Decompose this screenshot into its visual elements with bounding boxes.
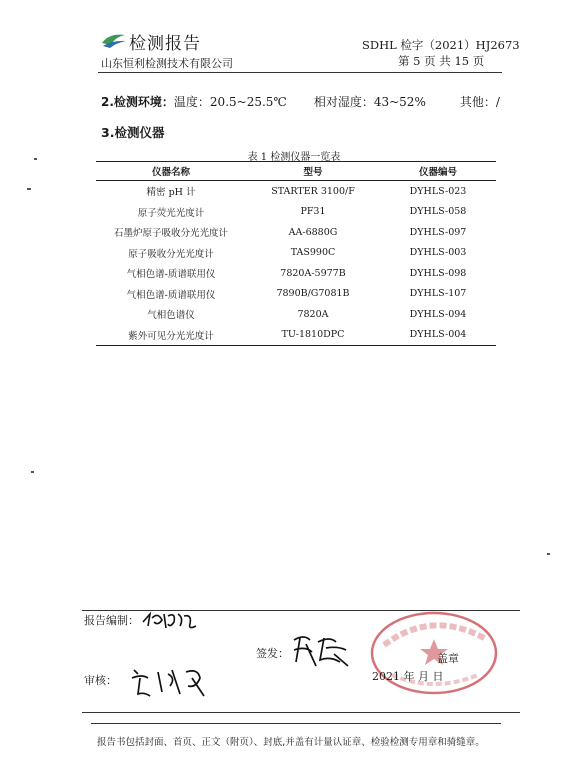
- instrument-model: 7890B/G7081B: [276, 288, 350, 300]
- company-logo-icon: [101, 31, 127, 49]
- instrument-id: DYHLS-107: [409, 288, 467, 300]
- compiler-label: 报告编制：: [84, 614, 139, 627]
- seal-label: 盖章: [437, 652, 459, 665]
- report-number: SDHL 检字（2021）HJ2673: [362, 38, 520, 52]
- scan-speck: [34, 158, 37, 160]
- column-header-name: 仪器名称: [96, 162, 246, 181]
- instrument-model: PF31: [300, 206, 326, 218]
- instrument-model: TAS990C: [290, 247, 336, 259]
- instrument-name: 精密 pH 计: [146, 187, 196, 199]
- instrument-id: DYHLS-023: [409, 185, 467, 197]
- table-row: [96, 263, 496, 284]
- instrument-model: 7820A-5977B: [280, 267, 346, 279]
- issue-date: 2021 年 月 日: [372, 670, 444, 683]
- page-info: 第 5 页 共 15 页: [398, 54, 485, 68]
- footer-rule: [91, 723, 501, 724]
- scan-speck: [547, 553, 550, 555]
- instrument-name: 原子荧光光度计: [137, 207, 205, 219]
- table-row: [96, 181, 496, 202]
- instrument-name: 气相色谱仪: [147, 310, 195, 322]
- instrument-name: 原子吸收分光光度计: [128, 248, 214, 260]
- issuer-signature: [290, 632, 352, 670]
- compiler-signature: [140, 608, 200, 632]
- issuer-label: 签发：: [256, 647, 289, 660]
- table-header-row: [96, 162, 496, 181]
- instrument-id: DYHLS-058: [409, 206, 467, 218]
- other-value: 其他：/: [459, 95, 500, 109]
- instrument-name: 石墨炉原子吸收分光光度计: [113, 228, 228, 240]
- instrument-model: AA-6880G: [288, 226, 338, 238]
- scan-speck: [31, 471, 34, 473]
- instrument-id: DYHLS-097: [409, 226, 467, 238]
- company-name: 山东恒利检测技术有限公司: [101, 57, 233, 70]
- table-row: [96, 202, 496, 223]
- signature-bottom-rule: [82, 712, 520, 713]
- table-row: [96, 325, 496, 346]
- official-seal-stamp: [362, 605, 502, 699]
- table-caption: 表 1 检测仪器一览表: [247, 152, 341, 163]
- reviewer-signature: [128, 664, 210, 700]
- instruments-table: [96, 161, 496, 346]
- column-header-id: 仪器编号: [380, 162, 496, 181]
- instrument-id: DYHLS-098: [409, 267, 467, 279]
- footer-note: 报告书包括封面、首页、正文（附页）、封底,并盖有计量认证章、检验检测专用章和骑缝章。: [97, 737, 485, 748]
- temperature-value: 温度：20.5~25.5℃: [173, 95, 287, 109]
- report-title: 检测报告: [129, 34, 201, 54]
- column-header-model: 型号: [246, 162, 380, 181]
- table-row: [96, 304, 496, 325]
- instrument-name: 紫外可见分光光度计: [96, 325, 246, 346]
- scan-speck: [27, 188, 31, 190]
- instrument-id: DYHLS-003: [409, 247, 467, 259]
- humidity-value: 相对湿度：43~52%: [313, 95, 426, 109]
- table-row: [96, 284, 496, 305]
- environment-section: [101, 93, 500, 110]
- instrument-model: 7820A: [297, 308, 329, 320]
- header-divider: [98, 72, 502, 73]
- instrument-id: DYHLS-094: [409, 308, 467, 320]
- instrument-model: STARTER 3100/F: [271, 185, 355, 197]
- table-row: [96, 222, 496, 243]
- instrument-id: DYHLS-004: [380, 325, 496, 346]
- reviewer-label: 审核：: [84, 674, 117, 687]
- table-row: [96, 243, 496, 264]
- instruments-heading: 3.检测仪器: [101, 125, 165, 140]
- instrument-model: TU-1810DPC: [246, 325, 380, 346]
- instrument-name: 气相色谱-质谱联用仪: [126, 289, 216, 301]
- instrument-name: 气相色谱-质谱联用仪: [126, 269, 216, 281]
- environment-heading: 2.检测环境：: [101, 95, 174, 109]
